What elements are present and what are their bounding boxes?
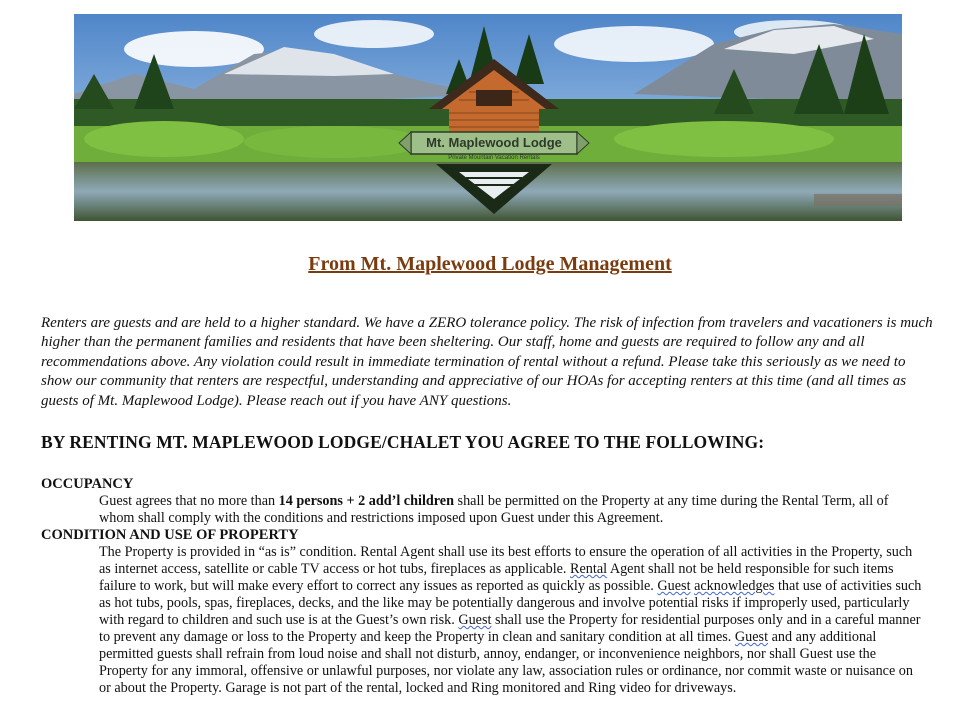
condition-text <box>99 544 927 697</box>
page-title: From Mt. Maplewood Lodge Management <box>308 253 672 275</box>
intro-paragraph: Renters are guests and are held to a higher standard. We have a ZERO tolerance policy. The risk of infection from travelers and vacationers is much higher than the permanent families and residents that have been sheltering. Our staff, home and guests are required to follow any and all recommendations above. Any violation could result in immediate termination of rental without a refund. Please take this seriously as we need to show our community that renters are respectful, understanding and appreciative of our HOAs for accepting renters at this time (and all times as guests of Mt. Maplewood Lodge). Please reach out if you have ANY questions. <box>41 315 933 409</box>
agreement-heading: BY RENTING MT. MAPLEWOOD LODGE/CHALET YOU AGREE TO THE FOLLOWING: <box>41 432 765 452</box>
spellcheck-word: Guest <box>458 612 492 628</box>
logo-text: Mt. Maplewood Lodge <box>426 135 562 150</box>
spellcheck-word: Rental <box>570 561 608 577</box>
logo-subtext: Private Mountain Vacation Rentals <box>448 155 540 161</box>
header-banner <box>74 14 902 221</box>
condition-text-part: that use of activities such as hot tubs, pools, spas, fireplaces, decks, and the like may be potentially dangerous and involve potential risks if improperly used, particularly with regard to children and such use is at the Guest’s own risk. <box>99 578 922 628</box>
spellcheck-word: Guest <box>657 578 691 594</box>
occupancy-text-start: Guest agrees that no more than <box>99 493 279 509</box>
occupancy-limit: 14 persons + 2 add’l children <box>278 493 454 509</box>
condition-text-part: The Property is provided in “as is” condition. Rental Agent shall use its best efforts to ensure the operation of all activities in the Property, such as internet access, satellite or cable TV access or hot tubs, fireplaces as applicable. <box>99 544 913 577</box>
occupancy-text-end: shall be permitted on the Property at any time during the Rental Term, all of whom shall comply with the conditions and restrictions imposed upon Guest under this Agreement. <box>99 493 889 526</box>
spellcheck-word: Guest <box>734 629 769 645</box>
lodge-landscape-image <box>74 14 902 221</box>
occupancy-heading: OCCUPANCY <box>41 476 134 492</box>
occupancy-text <box>99 493 927 527</box>
condition-text-part: and any additional permitted guests shall refrain from loud noise and shall not disturb, annoy, endanger, or inconvenience neighbors, nor shall Guest use the Property for any immoral, offensive or unlawful purposes, nor violate any law, association rules or ordinance, nor commit waste or nuisance on or about the Property. Garage is not part of the rental, locked and Ring monitored and Ring video for driveways. <box>99 629 913 696</box>
condition-text-part: shall use the Property for residential purposes only and in a careful manner to prevent any damage or loss to the Property and keep the Property in clean and sanitary condition at all times. <box>99 612 921 645</box>
condition-heading: CONDITION AND USE OF PROPERTY <box>41 527 299 543</box>
spellcheck-word: acknowledges <box>694 578 775 594</box>
condition-text-part: Agent shall not be held responsible for such items failure to work, but will make every effort to correct any issues as reported as quickly as possible. <box>99 561 894 594</box>
